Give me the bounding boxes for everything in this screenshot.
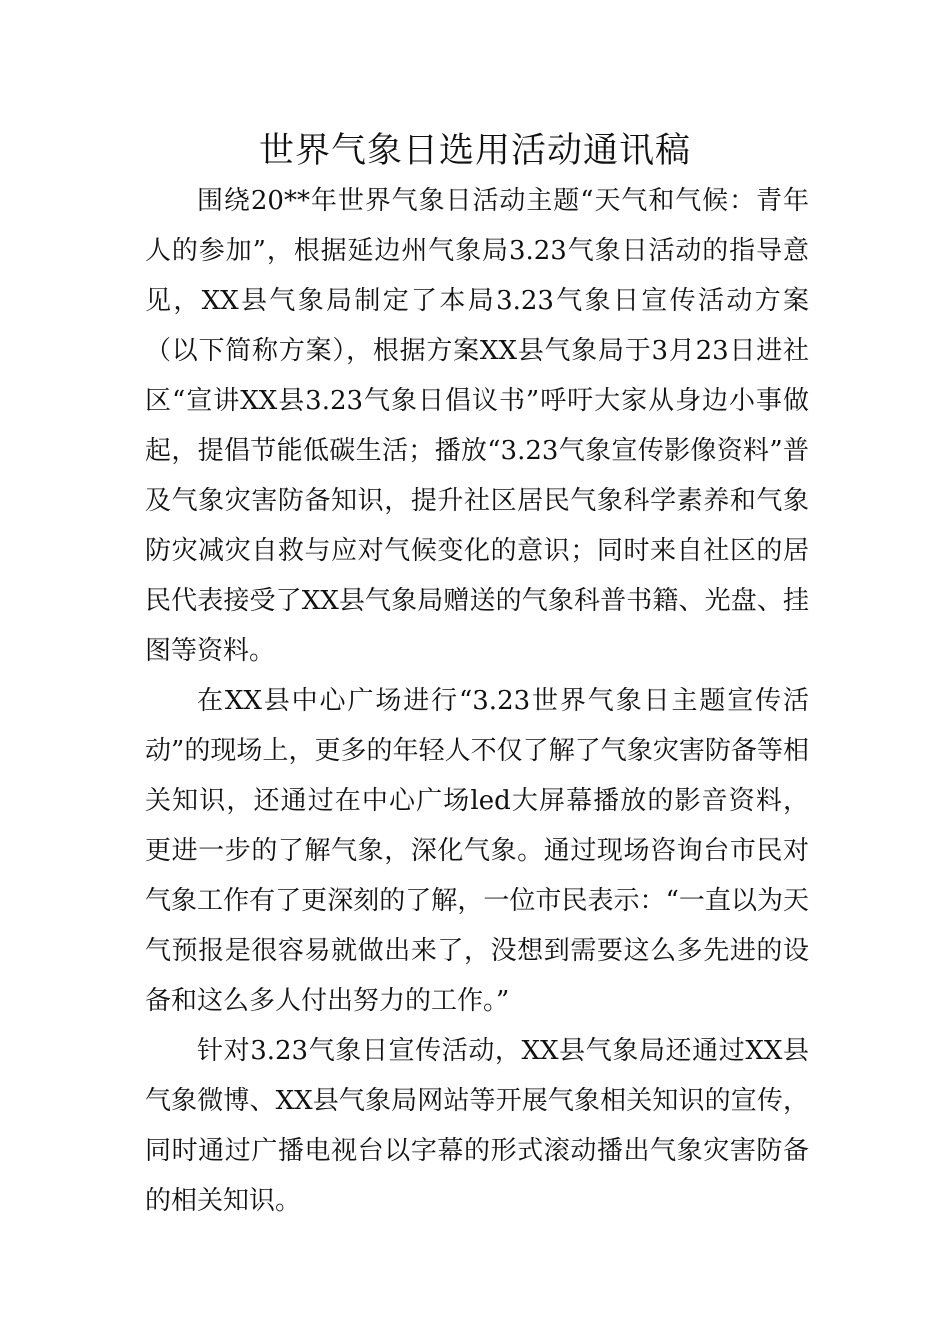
document-body [145,176,809,1226]
paragraph-1: 围绕20**年世界气象日活动主题“天气和气候：青年人的参加”，根据延边州气象局3.23气象日活动的指导意见，XX县气象局制定了本局3.23气象日宣传活动方案（以下简称方案），根据方案XX县气象局于3月23日进社区“宣讲XX县3.23气象日倡议书”呼吁大家从身边小事做起，提倡节能低碳生活；播放“3.23气象宣传影像资料”普及气象灾害防备知识，提升社区居民气象科学素养和气象防灾减灾自救与应对气候变化的意识；同时来自社区的居民代表接受了XX县气象局赠送的气象科普书籍、光盘、挂图等资料。 [145,186,809,666]
paragraph-2: 在XX县中心广场进行“3.23世界气象日主题宣传活动”的现场上，更多的年轻人不仅了解了气象灾害防备等相关知识，还通过在中心广场led大屏幕播放的影音资料，更进一步的了解气象，深化气象。通过现场咨询台市民对气象工作有了更深刻的了解，一位市民表示：“一直以为天气预报是很容易就做出来了，没想到需要这么多先进的设备和这么多人付出努力的工作。” [145,686,809,1016]
paragraph-3: 针对3.23气象日宣传活动，XX县气象局还通过XX县气象微博、XX县气象局网站等开展气象相关知识的宣传，同时通过广播电视台以字幕的形式滚动播出气象灾害防备的相关知识。 [145,1036,809,1216]
document-title: 世界气象日选用活动通讯稿 [258,131,691,171]
